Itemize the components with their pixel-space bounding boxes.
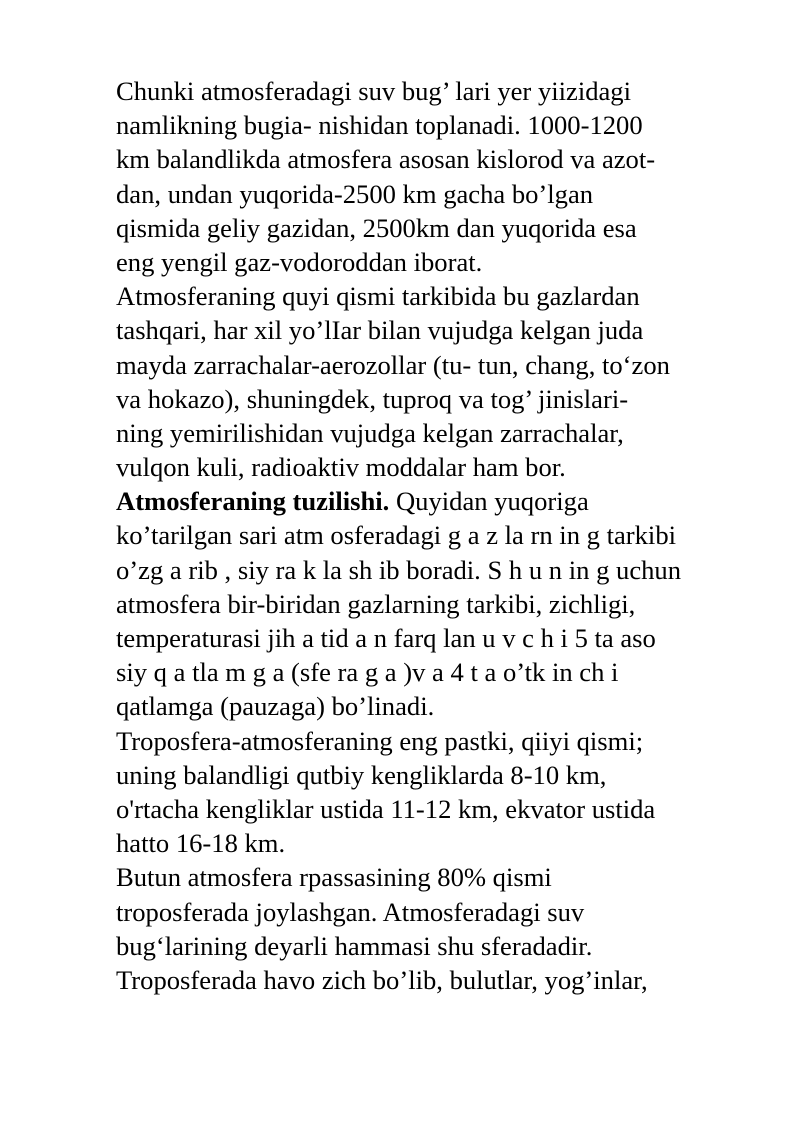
text-line: va hokazo), shuningdek, tuproq va tog’ jinislari-	[116, 383, 629, 414]
paragraph-composition	[116, 74, 796, 279]
text-line: ko’tarilgan sari atm osferadagi g a z la rn in g tarkibi	[116, 520, 677, 551]
text-line: eng yengil gaz-vodoroddan iborat.	[116, 246, 483, 277]
text-line: o’zg a rib , siy ra k la sh ib boradi. S h u n in g uchun	[116, 554, 682, 585]
text-line: vulqon kuli, radioaktiv moddalar ham bor.	[116, 452, 566, 483]
text-line: temperaturasi jih a tid a n farq lan u v c h i 5 ta aso	[116, 623, 656, 653]
text-line: Troposferada havo zich bo’lib, bulutlar, yog’inlar,	[116, 964, 648, 995]
paragraph-troposphere	[116, 724, 796, 861]
text-line: Troposfera-atmosferaning eng pastki, qiiyi qismi;	[116, 725, 644, 756]
text-line: siy q a tla m g a (sfe ra g a )v a 4 t a o’tk in ch i	[116, 657, 619, 688]
text-line: dan, undan yuqorida-2500 km gacha bo’lgan	[116, 178, 594, 209]
text-line: Atmosferaning quyi qismi tarkibida bu gazlardan	[116, 281, 640, 312]
text-line: Chunki atmosferadagi suv bug’ lari yer yiizidagi	[116, 76, 631, 106]
text-line: namlikning bugia- nishidan toplanadi. 1000-1200	[116, 110, 643, 141]
paragraph-aerosols	[116, 279, 796, 484]
paragraph-mass	[116, 860, 796, 997]
text-line: tashqari, har xil yo’lIar bilan vujudga kelgan juda	[116, 315, 644, 346]
text-line: atmosfera bir-biridan gazlarning tarkibi, zichligi,	[116, 588, 636, 619]
text-line: hatto 16-18 km.	[116, 828, 286, 859]
text-line: km balandlikda atmosfera asosan kislorod va azot-	[116, 144, 656, 175]
paragraph-structure	[116, 484, 796, 723]
heading-line-rest: Quyidan yuqoriga	[389, 486, 589, 517]
text-line: bug‘larining deyarli hammasi shu sferadadir.	[116, 930, 593, 961]
text-line: ning yemirilishidan vujudga kelgan zarrachalar,	[116, 417, 624, 448]
document-page	[116, 74, 796, 997]
text-line: uning balandligi qutbiy kengliklarda 8-10 km,	[116, 759, 607, 790]
text-line: mayda zarrachalar-aerozollar (tu- tun, chang, to‘zon	[116, 349, 670, 380]
text-line: Butun atmosfera rpassasining 80% qismi	[116, 862, 552, 893]
text-line: qismida geliy gazidan, 2500km dan yuqorida esa	[116, 212, 637, 243]
text-line	[116, 484, 796, 518]
section-heading: Atmosferaning tuzilishi.	[116, 486, 390, 517]
text-line: o'rtacha kengliklar ustida 11-12 km, ekvator ustida	[116, 793, 656, 824]
text-line: troposferada joylashgan. Atmosferadagi suv	[116, 896, 585, 927]
text-line: qatlamga (pauzaga) bo’linadi.	[116, 691, 435, 722]
